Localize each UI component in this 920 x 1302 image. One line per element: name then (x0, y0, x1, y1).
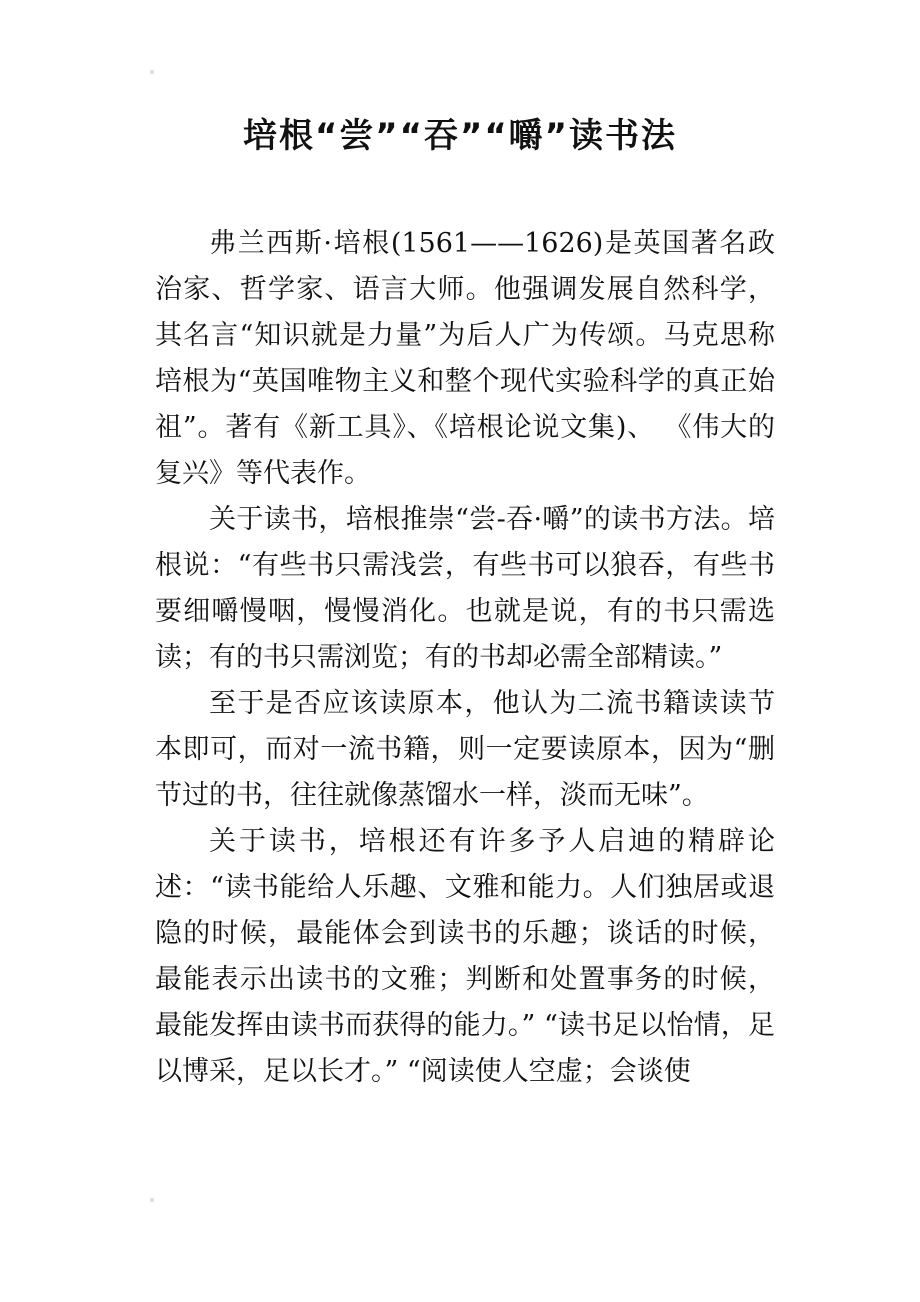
paragraph-4: 关于读书，培根还有许多予人启迪的精辟论述：“读书能给人乐趣、文雅和能力。人们独居或退隐的时候，最能体会到读书的乐趣；谈话的时候，最能表示出读书的文雅；判断和处置事务的时候，最能发挥由读书而获得的能力。” “读书足以怡情，足以博采，足以长才。” “阅读使人空虚；会谈使 (155, 826, 775, 1087)
paragraph-1: 弗兰西斯·培根(1561——1626)是英国著名政治家、哲学家、语言大师。他强调发展自然科学，其名言“知识就是力量”为后人广为传颂。马克思称培根为“英国唯物主义和整个现代实验科学的真正始祖”。著有《新工具》、《培根论说文集)、 《伟大的复兴》等代表作。 (155, 228, 775, 489)
scan-mark (150, 1198, 154, 1202)
paragraph-3: 至于是否应该读原本，他认为二流书籍读读节本即可，而对一流书籍，则一定要读原本，因为“删节过的书，往往就像蒸馏水一样，淡而无味”。 (155, 688, 775, 811)
scan-mark (150, 70, 154, 74)
document-title: 培根“尝”“吞”“嚼”读书法 (242, 116, 678, 156)
paragraph-2: 关于读书，培根推崇“尝-吞·嚼”的读书方法。培根说：“有些书只需浅尝，有些书可以狼吞，有些书要细嚼慢咽，慢慢消化。也就是说，有的书只需选读；有的书只需浏览；有的书却必需全部精读。” (155, 504, 775, 673)
document-body (155, 221, 775, 1095)
